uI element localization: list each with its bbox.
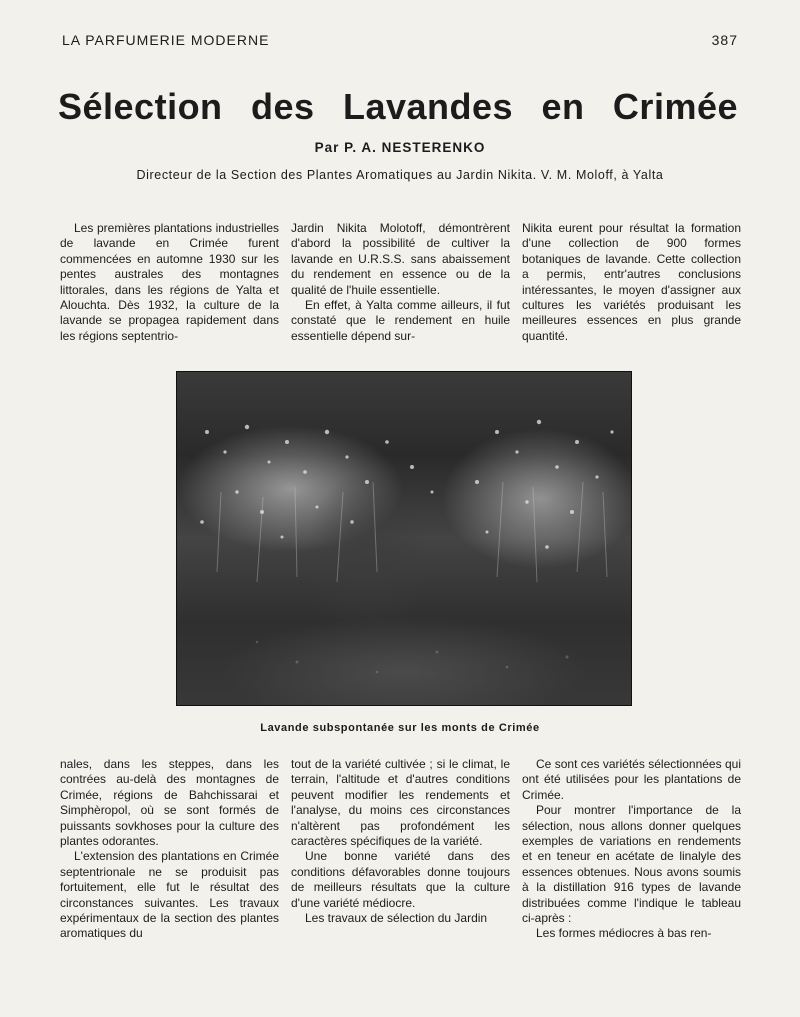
paragraph: Nikita eurent pour résultat la formation d'une collection de 900 formes botaniques de lavande. Cette collection a permis, entr'autres conclusions intéressantes, le moyen d'assigner aux cultures les variétés produisant les meilleures essences en plus grande quantité. [522, 221, 741, 343]
paragraph: L'extension des plantations en Crimée septentrionale ne se produisit pas fortuitement, elle fut le résultat des circonstances suivantes. Les travaux expérimentaux de la section des plantes aromatiques du [60, 849, 279, 941]
photo-texture [177, 372, 631, 705]
column-3 [522, 757, 741, 942]
paragraph: Pour montrer l'importance de la sélection, nous allons donner quelques exemples de variations en rendements et en teneur en acétate de linalyle des essences obtenues. Nous avons soumis à la distillation 916 types de lavande distribuées comme l'indique le tableau ci-après : [522, 803, 741, 926]
paragraph: nales, dans les steppes, dans les contrées au-delà des montagnes de Crimée, régions de Bahchissarai et Simphèropol, où se sont formés de puissants sovkhoses pour la culture des plantes odorantes. [60, 757, 279, 849]
paragraph: tout de la variété cultivée ; si le climat, le terrain, l'altitude et d'autres conditions peuvent modifier les rendements et l'analyse, du moins ces circonstances n'altèrent pas profondément les caractères spécifiques de la variété. [291, 757, 510, 849]
journal-name: LA PARFUMERIE MODERNE [62, 32, 270, 48]
article-byline: Par P. A. NESTERENKO [314, 140, 486, 155]
paragraph: Les premières plantations industrielles de lavande en Crimée furent commencées en automne 1930 sur les pentes australes des montagnes littorales, dans les régions de Yalta et Alouchta. Dès 1932, la culture de la lavande se propagea rapidement dans les régions septentrio- [60, 221, 279, 343]
paragraph: Jardin Nikita Molotoff, démontrèrent d'abord la possibilité de cultiver la lavande en U.R.S.S. sans abaissement du rendement en essence ou de la qualité de l'huile essentielle. [291, 221, 510, 297]
paragraph: Ce sont ces variétés sélectionnées qui ont été utilisées pour les plantations de Crimée. [522, 757, 741, 802]
paragraph: Une bonne variété dans des conditions défavorables donne toujours de meilleurs résultats que la culture d'une variété médiocre. [291, 849, 510, 910]
column-2 [291, 221, 510, 344]
text-columns-bottom [60, 757, 740, 942]
column-2 [291, 757, 510, 942]
paragraph: Les travaux de sélection du Jardin [305, 911, 488, 926]
text-columns-top [60, 221, 740, 344]
running-head [62, 32, 738, 48]
column-3 [522, 221, 741, 344]
page-number: 387 [711, 32, 738, 48]
article-title: Sélection des Lavandes en Crimée [58, 86, 738, 127]
figure-caption: Lavande subspontanée sur les monts de Crimée [260, 722, 540, 734]
paragraph: En effet, à Yalta comme ailleurs, il fut constaté que le rendement en huile essentielle dépend sur- [291, 298, 510, 343]
column-1 [60, 757, 279, 942]
author-affiliation: Directeur de la Section des Plantes Aromatiques au Jardin Nikita. V. M. Moloff, à Yalta [136, 168, 664, 182]
paragraph: Les formes médiocres à bas ren- [536, 926, 712, 941]
lavender-field-photo [176, 371, 632, 706]
column-1 [60, 221, 279, 344]
